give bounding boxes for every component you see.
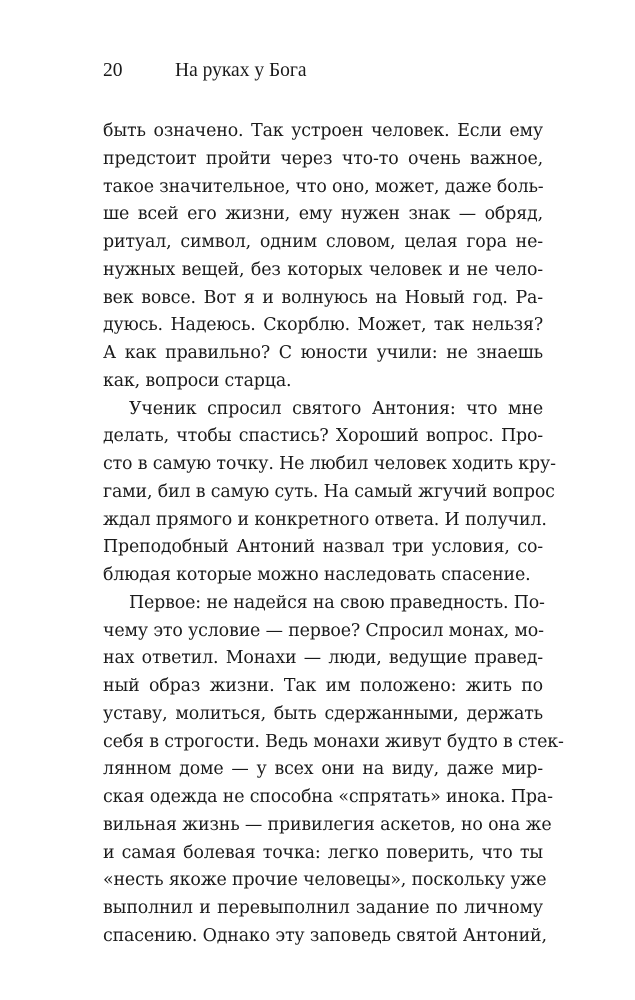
text-line: быть означено. Так устроен человек. Если ему	[103, 121, 543, 141]
text-line: уставу, молиться, быть сдержанными, держать	[103, 703, 543, 724]
running-head	[103, 58, 307, 84]
text-line: ный образ жизни. Так им положено: жить по	[103, 676, 543, 696]
text-line: такое значительное, что оно, может, даже боль-	[103, 176, 544, 197]
text-line: делать, чтобы спастись? Хороший вопрос. Про-	[103, 426, 543, 447]
text-line: вильная жизнь — привилегия аскетов, но она же	[103, 814, 552, 835]
book-title: На руках у Бога	[175, 60, 307, 81]
paragraph-first-line: Ученик спросил святого Антония: что мне	[129, 398, 543, 419]
text-line: «несть якоже прочие человецы», поскольку уже	[103, 870, 547, 891]
paragraph-end-line: как, вопроси старца.	[103, 370, 292, 391]
text-line: ская одежда не способна «спрятать» инока. Пра-	[103, 787, 553, 807]
text-line: предстоит пройти через что-то очень важное,	[103, 148, 543, 169]
text-line: дуюсь. Надеюсь. Скорблю. Может, так нельзя?	[103, 315, 543, 336]
text-line: чему это условие — первое? Спросил монах, мо-	[103, 620, 544, 641]
text-line: гами, бил в самую суть. На самый жгучий вопрос	[103, 481, 555, 502]
body-text	[103, 118, 564, 951]
text-line: спасению. Однако эту заповедь святой Антоний,	[103, 925, 547, 946]
text-line: выполнил и перевыполнил задание по личному	[103, 898, 543, 918]
text-line: нах ответил. Монахи — люди, ведущие правед-	[103, 648, 543, 669]
text-line: себя в строгости. Ведь монахи живут будто в стек-	[103, 731, 564, 752]
text-line: лянном доме — у всех они на виду, даже мир-	[103, 759, 543, 780]
text-line: и самая болевая точка: легко поверить, что ты	[103, 842, 543, 863]
text-line: ждал прямого и конкретного ответа. И получил.	[103, 509, 547, 530]
text-line: сто в самую точку. Не любил человек ходить кру-	[103, 454, 556, 474]
text-line: ше всей его жизни, ему нужен знак — обряд,	[103, 204, 543, 225]
page-number: 20	[103, 60, 123, 81]
text-line: ритуал, символ, одним словом, целая гора не-	[103, 232, 543, 252]
paragraph-end-line: блюдая которые можно наследовать спасение.	[103, 565, 531, 585]
paragraph-first-line: Первое: не надейся на свою праведность. По-	[129, 592, 545, 613]
text-line: А как правильно? С юности учили: не знаешь	[103, 343, 543, 363]
text-line: Преподобный Антоний назвал три условия, со-	[103, 537, 543, 558]
text-line: век вовсе. Вот я и волнуюсь на Новый год. Ра-	[103, 287, 543, 308]
text-line: нужных вещей, без которых человек и не чело-	[103, 259, 543, 280]
